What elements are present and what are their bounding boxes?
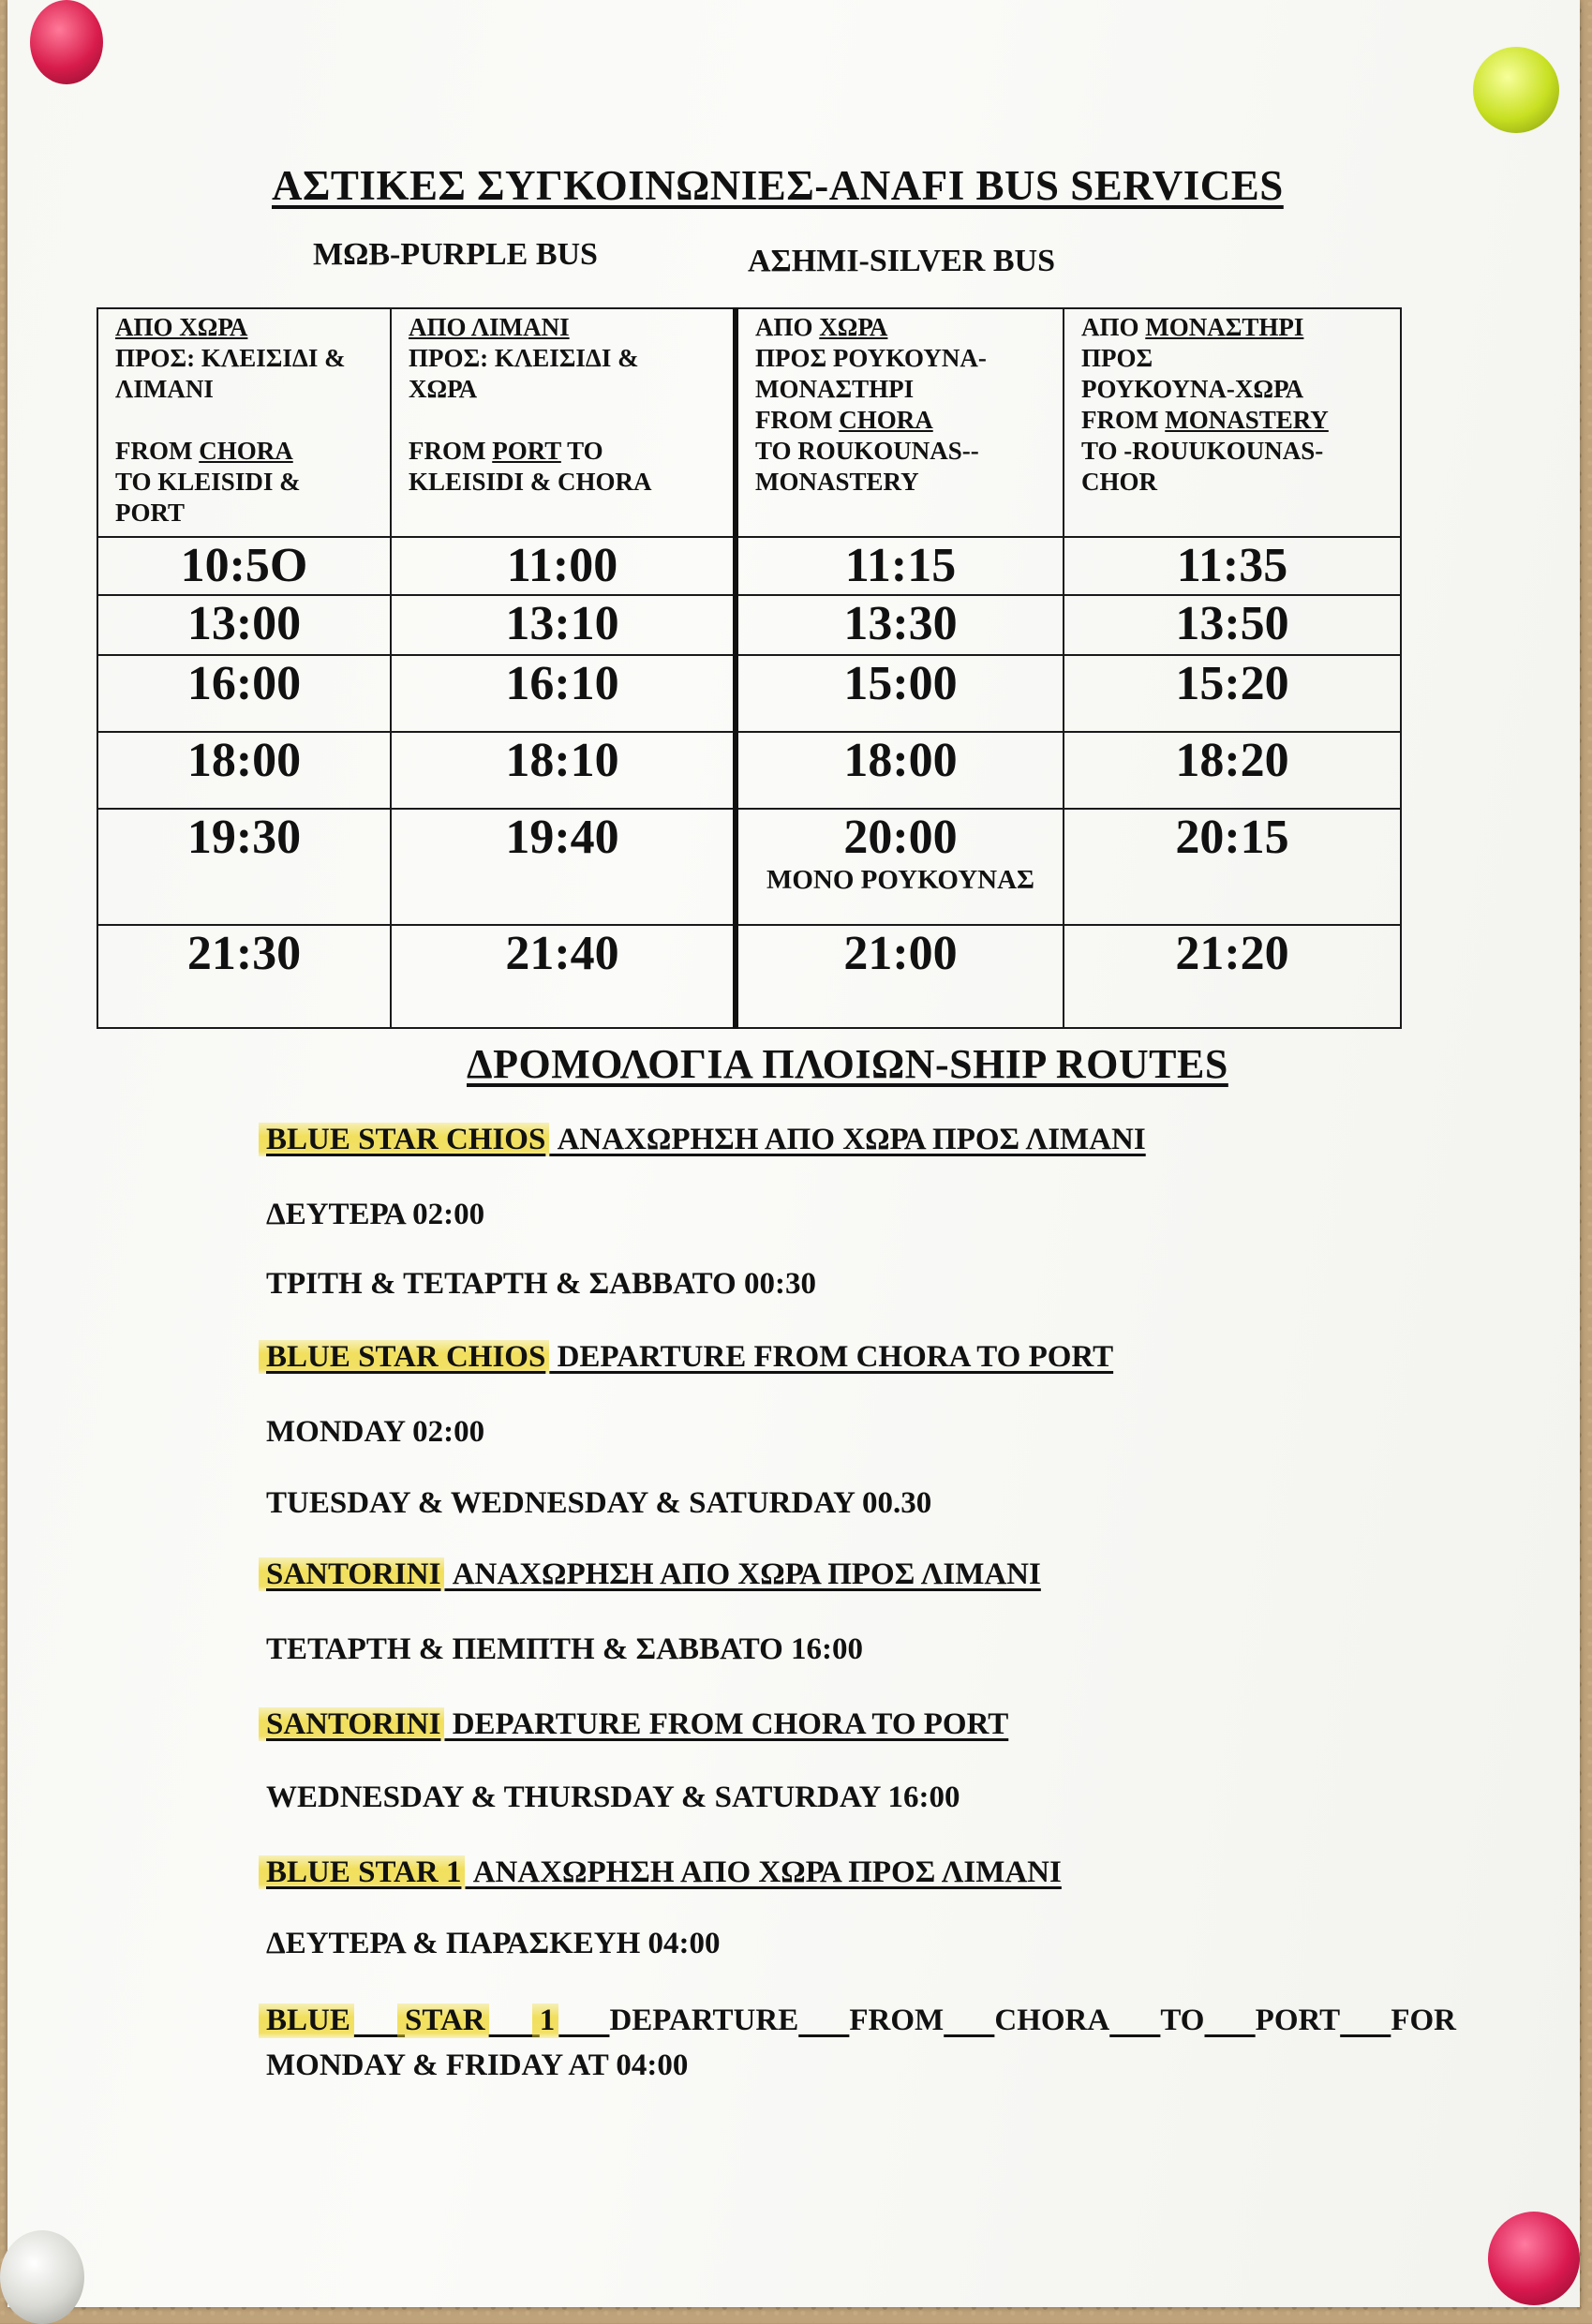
underlined-text: ΑΠΟ ΧΩΡΑ bbox=[115, 313, 248, 341]
time-cell: 18:00 bbox=[843, 734, 958, 787]
underlined-text: PORT bbox=[492, 437, 561, 465]
header-line bbox=[1081, 436, 1400, 467]
ship-name-word: 1 bbox=[532, 2004, 559, 2038]
underlined-text: MONASTERY bbox=[1165, 406, 1329, 434]
header-text: TO ROUKOUNAS-- bbox=[755, 437, 979, 465]
route-direction: ΑΝΑΧΩΡΗΣΗ ΑΠΟ ΧΩΡΑ ΠΡΟΣ ΛΙΜΑΝΙ bbox=[465, 1855, 1062, 1889]
header-line bbox=[115, 343, 390, 374]
header-line bbox=[115, 405, 390, 436]
red-pushpin-icon bbox=[1488, 2212, 1580, 2305]
route-schedule: ΔΕΥΤΕΡΑ & ΠΑΡΑΣΚΕΥΗ 04:00 bbox=[266, 1927, 721, 1960]
time-cell: 19:30 bbox=[186, 811, 302, 864]
time-cell: 15:20 bbox=[1175, 657, 1289, 710]
header-text: KLEISIDI & CHORA bbox=[409, 468, 652, 496]
header-line bbox=[115, 498, 390, 529]
underlined-text: ΜΟΝΑΣΤΗΡΙ bbox=[1145, 313, 1304, 341]
page-title: ΑΣΤΙΚΕΣ ΣΥΓΚΟΙΝΩΝΙΕΣ-ANAFI BUS SERVICES bbox=[272, 162, 1284, 209]
time-cell: 20:00 bbox=[843, 811, 958, 864]
time-cell: 18:20 bbox=[1175, 734, 1289, 787]
header-line bbox=[409, 374, 733, 405]
time-cell: 20:15 bbox=[1175, 811, 1289, 864]
time-cell: 21:30 bbox=[186, 927, 302, 980]
time-cell: 10:5O bbox=[180, 539, 308, 592]
table-row bbox=[97, 732, 1401, 809]
header-line bbox=[755, 467, 1063, 498]
header-text: FROM bbox=[409, 437, 493, 465]
table-row bbox=[97, 655, 1401, 732]
header-line bbox=[409, 467, 733, 498]
route-schedule: WEDNESDAY & THURSDAY & SATURDAY 16:00 bbox=[266, 1780, 960, 1814]
route-heading bbox=[266, 1855, 1062, 1890]
route-direction: DEPARTURE FROM CHORA TO PORT bbox=[444, 1707, 1009, 1741]
route-schedule: ΤΡΙΤΗ & ΤΕΤΑΡΤΗ & ΣΑΒΒΑΤΟ 00:30 bbox=[266, 1267, 816, 1301]
ship-name-highlight: SANTORINI bbox=[259, 1557, 444, 1591]
purple-bus-heading: ΜΩΒ-PURPLE BUS bbox=[313, 237, 598, 272]
header-line bbox=[1081, 467, 1400, 498]
time-cell: 21:20 bbox=[1175, 927, 1289, 980]
header-text: ΑΠΟ bbox=[1081, 313, 1146, 341]
time-cell: 16:10 bbox=[505, 657, 619, 710]
header-line bbox=[755, 405, 1063, 436]
header-text: TO bbox=[560, 437, 603, 465]
header-line bbox=[1081, 405, 1400, 436]
time-cell: 15:00 bbox=[843, 657, 958, 710]
header-line bbox=[1081, 343, 1400, 374]
header-text: ΜΟΝΑΣΤΗΡΙ bbox=[755, 375, 915, 403]
header-text: ΠΡΟΣ: ΚΛΕΙΣΙΔΙ & bbox=[409, 344, 639, 372]
header-line bbox=[755, 343, 1063, 374]
route-direction: ΑΝΑΧΩΡΗΣΗ ΑΠΟ ΧΩΡΑ ΠΡΟΣ ΛΙΜΑΝΙ bbox=[549, 1123, 1146, 1156]
ship-name-word: BLUE bbox=[259, 2004, 354, 2038]
table-header-row bbox=[97, 308, 1401, 537]
header-text: CHOR bbox=[1081, 468, 1157, 496]
route-heading bbox=[266, 1340, 1113, 1375]
header-line bbox=[755, 312, 1063, 343]
header-text: ΑΠΟ bbox=[755, 313, 820, 341]
time-cell: 11:15 bbox=[844, 539, 957, 592]
column-header-monastery-to-chora bbox=[1064, 308, 1401, 537]
header-line bbox=[115, 467, 390, 498]
header-text: TO -ROUUKOUNAS- bbox=[1081, 437, 1324, 465]
header-line bbox=[409, 312, 733, 343]
column-header-chora-to-monastery bbox=[736, 308, 1064, 537]
route-direction: DEPARTURE FROM CHORA TO PORT bbox=[549, 1340, 1114, 1374]
header-line bbox=[409, 343, 733, 374]
route-heading bbox=[266, 1707, 1008, 1742]
table-row bbox=[97, 595, 1401, 655]
header-text: ΧΩΡΑ bbox=[409, 375, 478, 403]
time-cell: 13:30 bbox=[843, 597, 958, 650]
route-schedule: MONDAY & FRIDAY AT 04:00 bbox=[266, 2048, 689, 2082]
time-cell: 21:40 bbox=[505, 927, 619, 980]
header-line bbox=[755, 436, 1063, 467]
header-line bbox=[1081, 312, 1400, 343]
route-schedule: ΤΕΤΑΡΤΗ & ΠΕΜΠΤΗ & ΣΑΒΒΑΤΟ 16:00 bbox=[266, 1632, 864, 1666]
time-cell: 13:50 bbox=[1175, 597, 1289, 650]
time-cell: 18:00 bbox=[186, 734, 302, 787]
route-heading-justified bbox=[266, 2004, 1456, 2038]
header-line bbox=[115, 436, 390, 467]
table-row bbox=[97, 537, 1401, 595]
time-cell: 11:35 bbox=[1176, 539, 1288, 592]
header-text: PORT bbox=[115, 499, 186, 527]
header-text: ΠΡΟΣ: ΚΛΕΙΣΙΔΙ & bbox=[115, 344, 346, 372]
header-text: ΡΟΥΚΟΥΝΑ-ΧΩΡΑ bbox=[1081, 375, 1304, 403]
route-word: DEPARTURE bbox=[609, 2004, 799, 2037]
route-schedule: MONDAY 02:00 bbox=[266, 1415, 485, 1449]
table-row bbox=[97, 925, 1401, 1028]
header-line bbox=[115, 312, 390, 343]
header-text: ΠΡΟΣ bbox=[1081, 344, 1153, 372]
yellow-pushpin-icon bbox=[1473, 47, 1559, 133]
time-cell: 16:00 bbox=[186, 657, 302, 710]
white-pushpin-icon bbox=[0, 2230, 84, 2324]
route-word: CHORA bbox=[994, 2004, 1110, 2037]
ship-name-highlight: BLUE STAR CHIOS bbox=[259, 1123, 549, 1156]
route-heading bbox=[266, 1123, 1146, 1157]
time-cell: 13:00 bbox=[186, 597, 302, 650]
route-word: PORT bbox=[1255, 2004, 1341, 2037]
time-cell: 11:00 bbox=[506, 539, 618, 592]
header-line bbox=[409, 498, 733, 529]
time-cell: 19:40 bbox=[505, 811, 619, 864]
underlined-text: CHORA bbox=[199, 437, 293, 465]
red-pushpin-icon bbox=[30, 0, 103, 84]
header-text: ΛΙΜΑΝΙ bbox=[115, 375, 214, 403]
underlined-text: CHORA bbox=[839, 406, 933, 434]
ship-name-highlight: SANTORINI bbox=[259, 1707, 444, 1741]
ship-name-highlight: BLUE STAR 1 bbox=[259, 1855, 465, 1889]
route-word: FOR bbox=[1391, 2004, 1457, 2037]
header-line bbox=[1081, 498, 1400, 529]
route-direction: ΑΝΑΧΩΡΗΣΗ ΑΠΟ ΧΩΡΑ ΠΡΟΣ ΛΙΜΑΝΙ bbox=[444, 1557, 1041, 1591]
time-cell: 13:10 bbox=[505, 597, 619, 650]
route-schedule: TUESDAY & WEDNESDAY & SATURDAY 00.30 bbox=[266, 1486, 932, 1520]
route-heading bbox=[266, 1557, 1041, 1592]
silver-bus-heading: ΑΣΗΜΙ-SILVER BUS bbox=[748, 244, 1055, 278]
ship-routes-title: ΔΡΟΜΟΛΟΓΙΑ ΠΛΟΙΩΝ-SHIP ROUTES bbox=[467, 1041, 1228, 1087]
only-roukounas-note: ΜΟΝΟ ΡΟΥΚΟΥΝΑΣ bbox=[766, 865, 1035, 895]
header-line bbox=[409, 405, 733, 436]
time-cell: 21:00 bbox=[843, 927, 958, 980]
bus-timetable bbox=[97, 307, 1402, 1029]
header-line bbox=[755, 498, 1063, 529]
column-header-chora-to-port bbox=[97, 308, 391, 537]
route-word: TO bbox=[1160, 2004, 1205, 2037]
header-line bbox=[755, 374, 1063, 405]
header-text: FROM bbox=[1081, 406, 1166, 434]
underlined-text: ΧΩΡΑ bbox=[819, 313, 888, 341]
route-word: FROM bbox=[849, 2004, 945, 2037]
ship-name-word: STAR bbox=[397, 2004, 489, 2038]
time-cell: 18:10 bbox=[505, 734, 619, 787]
column-header-port-to-chora bbox=[391, 308, 736, 537]
underlined-text: ΑΠΟ ΛΙΜΑΝΙ bbox=[409, 313, 570, 341]
header-line bbox=[409, 436, 733, 467]
header-text: MONASTERY bbox=[755, 468, 919, 496]
header-text: ΠΡΟΣ ΡΟΥΚΟΥΝΑ- bbox=[755, 344, 987, 372]
route-schedule: ΔΕΥΤΕΡΑ 02:00 bbox=[266, 1198, 485, 1231]
header-text: FROM bbox=[755, 406, 840, 434]
header-text: FROM bbox=[115, 437, 200, 465]
header-line bbox=[115, 374, 390, 405]
ship-name-highlight: BLUE STAR CHIOS bbox=[259, 1340, 549, 1374]
table-row bbox=[97, 809, 1401, 925]
header-line bbox=[1081, 374, 1400, 405]
header-text: TO KLEISIDI & bbox=[115, 468, 301, 496]
